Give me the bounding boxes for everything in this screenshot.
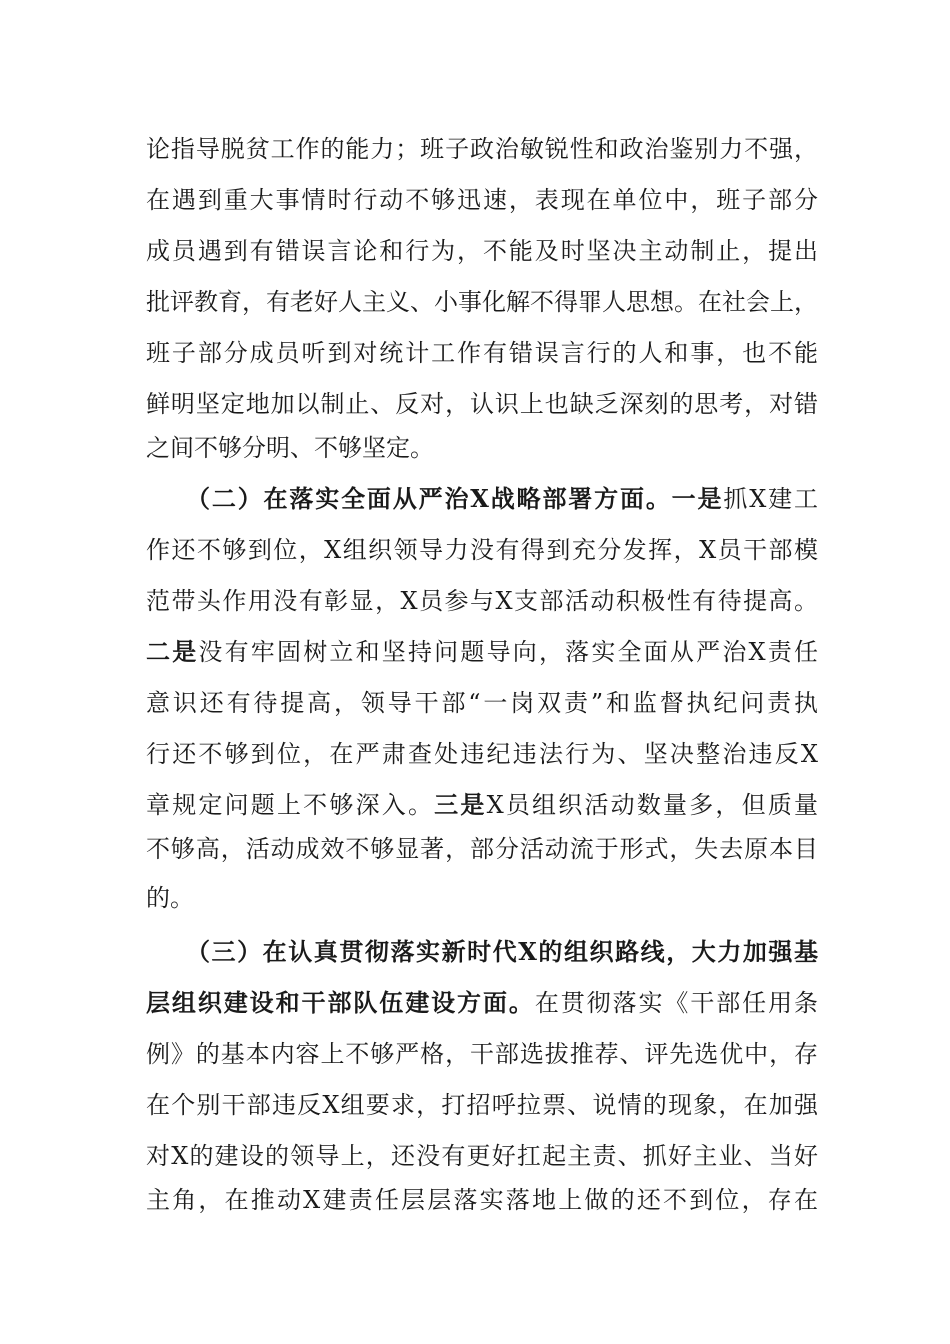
bold-label: 三是 bbox=[434, 790, 487, 819]
section-heading-line bbox=[186, 934, 818, 970]
text-line: 之间不够分明、不够坚定。 bbox=[146, 434, 434, 462]
text-line: 章规定问题上不够深入。三是X员组织活动数量多，但质量 bbox=[146, 790, 819, 819]
text-line: 在遇到重大事情时行动不够迅速，表现在单位中，班子部分 bbox=[146, 186, 818, 214]
text-line: 主角，在推动X建责任层层落实落地上做的还不到位，存在 bbox=[146, 1186, 818, 1214]
text-line: 班子部分成员听到对统计工作有错误言行的人和事，也不能 bbox=[146, 339, 818, 367]
text-line: 成员遇到有错误言论和行为，不能及时坚决主动制止，提出 bbox=[146, 237, 818, 265]
text-line: 作还不够到位，X组织领导力没有得到充分发挥，X员干部模 bbox=[146, 536, 818, 564]
text-line: 不够高，活动成效不够显著，部分活动流于形式，失去原本目 bbox=[146, 835, 818, 863]
text-line: 批评教育，有老好人主义、小事化解不得罪人思想。在社会上， bbox=[146, 288, 818, 316]
text-line: 范带头作用没有彰显，X员参与X支部活动积极性有待提高。 bbox=[146, 587, 818, 615]
section-heading-line: （二）在落实全面从严治X战略部署方面。一是抓X建工 bbox=[186, 484, 818, 513]
text-line: 鲜明坚定地加以制止、反对，认识上也缺乏深刻的思考，对错 bbox=[146, 390, 818, 418]
text-line: 在个别干部违反X组要求，打招呼拉票、说情的现象，在加强 bbox=[146, 1091, 818, 1119]
text-line: 二是没有牢固树立和坚持问题导向，落实全面从严治X责任 bbox=[146, 637, 819, 666]
text-line: 例》的基本内容上不够严格，干部选拔推荐、评先选优中，存 bbox=[146, 1040, 818, 1068]
bold-label: 二是 bbox=[146, 637, 199, 666]
text-line: 论指导脱贫工作的能力；班子政治敏锐性和政治鉴别力不强， bbox=[146, 135, 818, 163]
text-line: 对X的建设的领导上，还没有更好扛起主责、抓好主业、当好 bbox=[146, 1142, 818, 1170]
bold-heading: （三）在认真贯彻落实新时代X的组织路线，大力加强基 bbox=[186, 937, 818, 966]
text-line: 行还不够到位，在严肃查处违纪违法行为、坚决整治违反X bbox=[146, 740, 818, 768]
bold-heading: （二）在落实全面从严治X战略部署方面。一是 bbox=[186, 484, 724, 513]
bold-heading: 层组织建设和干部队伍建设方面。 bbox=[146, 988, 535, 1017]
text-line: 意识还有待提高，领导干部“一岗双责”和监督执纪问责执 bbox=[146, 689, 818, 717]
section-heading-line: 层组织建设和干部队伍建设方面。在贯彻落实《干部任用条 bbox=[146, 988, 819, 1017]
text-line: 的。 bbox=[146, 884, 194, 912]
